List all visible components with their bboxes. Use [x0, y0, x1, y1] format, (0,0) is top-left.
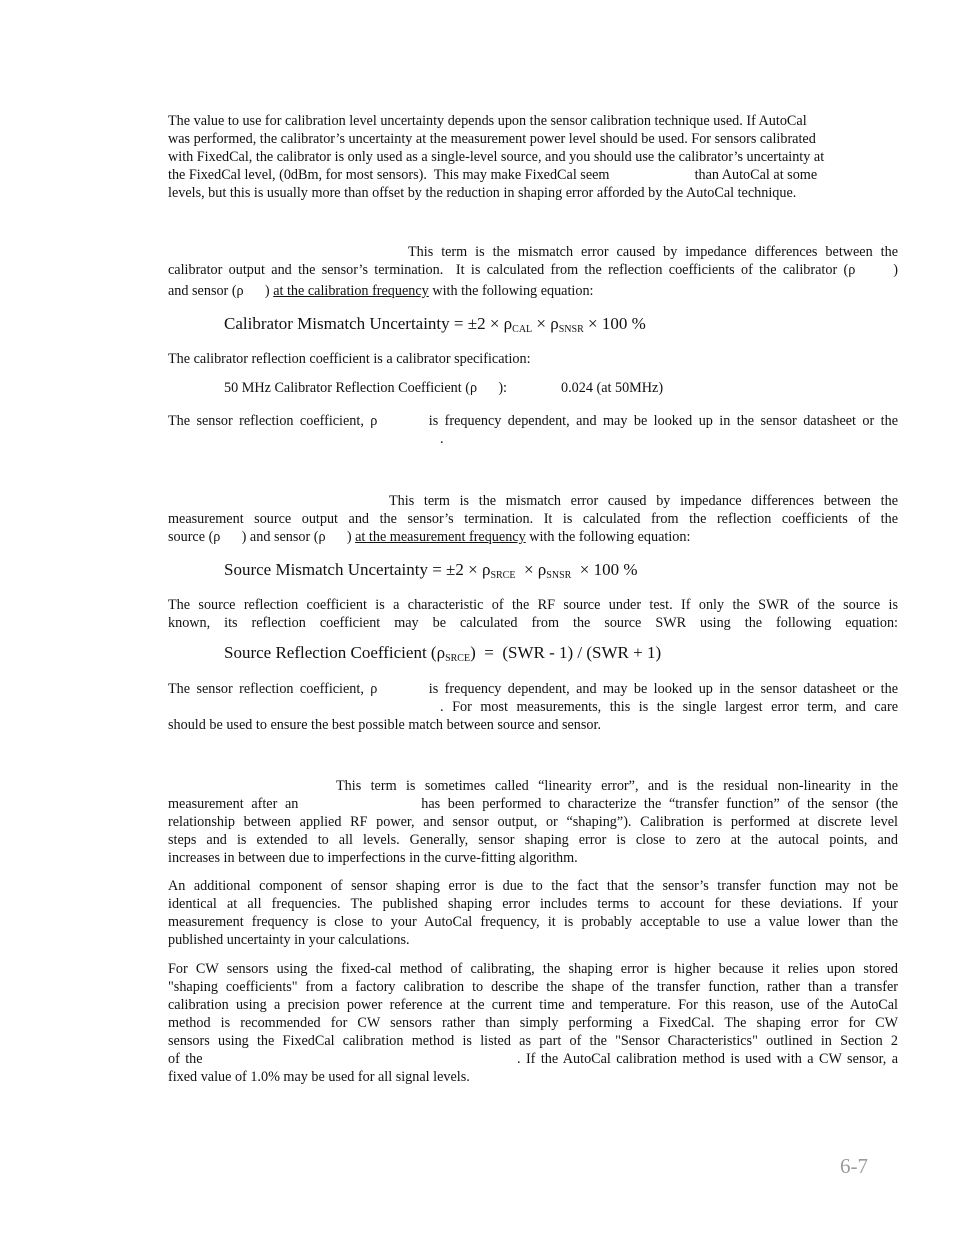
- subscript: SNSR: [558, 324, 584, 335]
- text-line: This term is the mismatch error caused by impedance differences between the: [389, 493, 898, 509]
- text-line: sensors using the FixedCal calibration method is listed as part of the "Sensor Characteristics" outlined in Section 2: [168, 1033, 898, 1049]
- text-line: The sensor reflection coefficient, ρ is frequency dependent, and may be looked up in the sensor datasheet or the: [168, 413, 898, 429]
- calibrator-sensor-note: [168, 412, 898, 448]
- text-line: the FixedCal level, (0dBm, for most sensors). This may make FixedCal seem than AutoCal at some: [168, 167, 818, 183]
- subscript: SRCE: [490, 570, 516, 581]
- text-line: The sensor reflection coefficient, ρ is frequency dependent, and may be looked up in the sensor datasheet or the: [168, 681, 898, 697]
- shaping-error-paragraph-3: [168, 960, 898, 1086]
- text-line: For CW sensors using the fixed-cal method of calibrating, the shaping error is higher because it relies upon stored: [168, 961, 898, 977]
- equation-rhs: × 100 %: [583, 314, 646, 333]
- text-line: calibration using a precision power reference at the current time and temperature. For this reason, use of the AutoCal: [168, 997, 898, 1013]
- intro-paragraph: [168, 112, 898, 202]
- equation-mid: × ρ: [532, 314, 559, 333]
- subscript: CAL: [512, 324, 533, 335]
- calibrator-spec-row: [224, 379, 664, 397]
- underlined-phrase: at the measurement frequency: [355, 529, 526, 545]
- underlined-phrase: at the calibration frequency: [273, 283, 429, 299]
- shaping-error-paragraph-1: [168, 777, 898, 867]
- source-coef-paragraph: [168, 596, 898, 632]
- source-mismatch-equation: [224, 559, 638, 581]
- source-mismatch-paragraph: [168, 492, 898, 528]
- text-line: The calibrator reflection coefficient is a calibrator specification:: [168, 351, 531, 367]
- calibrator-mismatch-equation: [224, 313, 646, 335]
- text-fragment: source (ρ ) and sensor (ρ ): [168, 529, 356, 545]
- equation-rhs: × 100 %: [571, 560, 638, 579]
- page-number: 6-7: [840, 1154, 868, 1178]
- text-line: of the . If the AutoCal calibration method is used with a CW sensor, a: [168, 1051, 898, 1067]
- text-line: steps and is extended to all levels. Generally, sensor shaping error is close to zero at the autocal points, and: [168, 832, 898, 848]
- text-line: measurement source output and the sensor’s termination. It is calculated from the reflection coefficients of the: [168, 511, 898, 527]
- shaping-error-paragraph-2: [168, 877, 898, 949]
- equation-rhs: ) = (SWR - 1) / (SWR + 1): [470, 643, 662, 662]
- text-line: was performed, the calibrator’s uncertainty at the measurement power level should be used. For sensors calibrated: [168, 131, 816, 147]
- text-line: measurement after an has been performed to characterize the “transfer function” of the sensor (the: [168, 796, 898, 812]
- text-line: identical at all frequencies. The published shaping error includes terms to account for these deviations. If your: [168, 896, 898, 912]
- text-line: . For most measurements, this is the single largest error term, and care: [440, 699, 898, 715]
- text-line: This term is the mismatch error caused by impedance differences between the: [408, 244, 898, 260]
- text-line: This term is sometimes called “linearity error”, and is the residual non-linearity in the: [336, 778, 898, 794]
- text-line: "shaping coefficients" from a factory calibration to describe the shape of the transfer function, rather than a transfer: [168, 979, 898, 995]
- text-line: .: [440, 431, 444, 447]
- text-line: published uncertainty in your calculations.: [168, 932, 410, 948]
- text-line: relationship between applied RF power, and sensor output, or “shaping”). Calibration is performed at discrete level: [168, 814, 898, 830]
- text-line: with FixedCal, the calibrator is only used as a single-level source, and you should use the calibrator’s uncertainty at: [168, 149, 825, 165]
- text-line: The value to use for calibration level uncertainty depends upon the sensor calibration technique used. If AutoCal: [168, 113, 807, 129]
- text-fragment: and sensor (ρ ): [168, 283, 274, 299]
- spec-value: 0.024 (at 50MHz): [561, 380, 664, 396]
- text-line: calibrator output and the sensor’s termination. It is calculated from the reflection coefficients of the calibrator (ρ ): [168, 262, 898, 278]
- text-line: levels, but this is usually more than offset by the reduction in shaping error afforded by the AutoCal technique.: [168, 185, 797, 201]
- text-line: known, its reflection coefficient may be calculated from the source SWR using the following equation:: [168, 615, 898, 631]
- calibrator-mismatch-paragraph: [168, 243, 898, 279]
- text-line: should be used to ensure the best possible match between source and sensor.: [168, 717, 602, 733]
- source-mismatch-line3: [168, 528, 898, 546]
- source-reflection-equation: [224, 642, 661, 664]
- text-line: An additional component of sensor shaping error is due to the fact that the sensor’s transfer function may not be: [168, 878, 898, 894]
- equation-mid: × ρ: [515, 560, 547, 579]
- source-sensor-note: [168, 680, 898, 734]
- equation-lhs: Source Reflection Coefficient (ρ: [224, 643, 446, 662]
- spec-label: 50 MHz Calibrator Reflection Coefficient (ρ ):: [224, 380, 508, 396]
- text-fragment: with the following equation:: [525, 529, 691, 545]
- equation-lhs: Source Mismatch Uncertainty = ±2 × ρ: [224, 560, 491, 579]
- text-line: increases in between due to imperfections in the curve-fitting algorithm.: [168, 850, 578, 866]
- calibrator-coef-intro: [168, 350, 898, 368]
- equation-lhs: Calibrator Mismatch Uncertainty = ±2 × ρ: [224, 314, 513, 333]
- text-line: The source reflection coefficient is a characteristic of the RF source under test. If only the SWR of the source is: [168, 597, 898, 613]
- calibrator-mismatch-line3: [168, 282, 898, 300]
- text-line: measurement frequency is close to your AutoCal frequency, it is probably acceptable to use a value lower than the: [168, 914, 898, 930]
- text-line: method is recommended for CW sensors rather than simply performing a FixedCal. The shaping error for CW: [168, 1015, 898, 1031]
- subscript: SRCE: [445, 653, 471, 664]
- text-fragment: with the following equation:: [428, 283, 594, 299]
- text-line: fixed value of 1.0% may be used for all signal levels.: [168, 1069, 470, 1085]
- subscript: SNSR: [546, 570, 572, 581]
